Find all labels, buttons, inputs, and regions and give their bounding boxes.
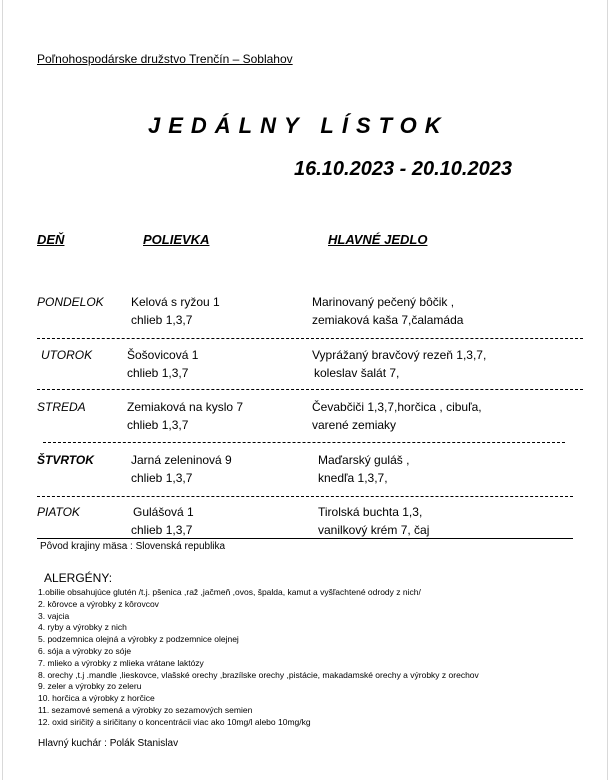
soup-bread: chlieb 1,3,7 xyxy=(127,366,189,380)
soup-name: Gulášová 1 xyxy=(133,505,194,519)
row-separator xyxy=(37,496,573,497)
header-day: DEŇ xyxy=(37,232,65,247)
soup-bread: chlieb 1,3,7 xyxy=(131,313,193,327)
organization-name: Poľnohospodárske družstvo Trenčín – Soblahov xyxy=(37,52,293,66)
allergen-list xyxy=(38,587,479,729)
header-main-dish: HLAVNÉ JEDLO xyxy=(328,232,428,247)
allergen-item: 1.obilie obsahujúce glutén /t.j. pšenica ,raž ,jačmeň ,ovos, špalda, kamut a vyšľachtené odrody z nich/ xyxy=(38,587,421,597)
allergen-item: 2. kôrovce a výrobky z kôrovcov xyxy=(38,598,159,609)
allergen-item: 5. podzemnica olejná a výrobky z podzemnice olejnej xyxy=(38,634,239,645)
soup-bread: chlieb 1,3,7 xyxy=(127,418,189,432)
main-dish-line2: koleslav šalát 7, xyxy=(314,366,400,380)
soup-name: Jarná zeleninová 9 xyxy=(131,453,232,467)
soup-name: Kelová s ryžou 1 xyxy=(131,295,220,309)
date-range: 16.10.2023 - 20.10.2023 xyxy=(294,158,512,180)
soup-bread: chlieb 1,3,7 xyxy=(131,523,193,537)
head-chef: Hlavný kuchár : Polák Stanislav xyxy=(38,738,179,749)
allergen-item: 8. orechy ,t.j .mandle ,lieskovce, vlašské orechy ,brazílske orechy ,pistácie, makadamské orechy a výrobky z orechov xyxy=(38,669,479,680)
page-title: JEDÁLNY LÍSTOK xyxy=(148,113,449,138)
allergen-item: 10. horčica a výrobky z horčice xyxy=(38,693,155,704)
day-name: PIATOK xyxy=(37,505,80,519)
day-name: UTOROK xyxy=(41,348,93,362)
main-dish-line2: zemiaková kaša 7,čalamáda xyxy=(312,313,464,327)
main-dish-line1: Tirolská buchta 1,3, xyxy=(318,505,423,519)
row-separator xyxy=(43,442,565,443)
allergen-item: 6. sója a výrobky zo sóje xyxy=(38,645,132,656)
meat-origin-note: Pôvod krajiny mäsa : Slovenská republika xyxy=(40,541,226,552)
day-name: ŠTVRTOK xyxy=(37,453,94,467)
allergens-title: ALERGÉNY: xyxy=(44,571,113,585)
day-name: PONDELOK xyxy=(37,295,104,309)
allergen-item: 4. ryby a výrobky z nich xyxy=(38,622,127,633)
allergen-item: 11. sezamové semená a výrobky zo sezamových semien xyxy=(38,704,253,715)
allergen-item: 12. oxid siričitý a siričitany o koncentrácii viac ako 10mg/l alebo 10mg/kg xyxy=(38,716,311,727)
allergen-item: 7. mlieko a výrobky z mlieka vrátane laktózy xyxy=(38,657,204,668)
allergen-item: 9. zeler a výrobky zo zeleru xyxy=(38,681,142,692)
main-dish-line1: Marinovaný pečený bôčik , xyxy=(312,295,455,309)
soup-name: Zemiaková na kyslo 7 xyxy=(127,400,244,414)
header-soup: POLIEVKA xyxy=(143,232,210,247)
day-name: STREDA xyxy=(37,400,86,414)
main-dish-line2: varené zemiaky xyxy=(312,418,397,432)
main-dish-line2: knedľa 1,3,7, xyxy=(318,471,388,485)
main-dish-line1: Čevabčiči 1,3,7,horčica , cibuľa, xyxy=(312,400,482,414)
row-separator xyxy=(37,338,583,339)
main-dish-line2: vanilkový krém 7, čaj xyxy=(318,523,430,537)
row-separator xyxy=(37,389,583,390)
main-dish-line1: Vyprážaný bravčový rezeň 1,3,7, xyxy=(312,348,487,362)
soup-bread: chlieb 1,3,7 xyxy=(131,471,193,485)
main-dish-line1: Maďarský guláš , xyxy=(318,453,410,467)
soup-name: Šošovicová 1 xyxy=(127,348,199,362)
menu-row-tuesday xyxy=(0,348,611,398)
table-bottom-line xyxy=(37,538,573,539)
allergen-item: 3. vajcia xyxy=(38,610,70,621)
